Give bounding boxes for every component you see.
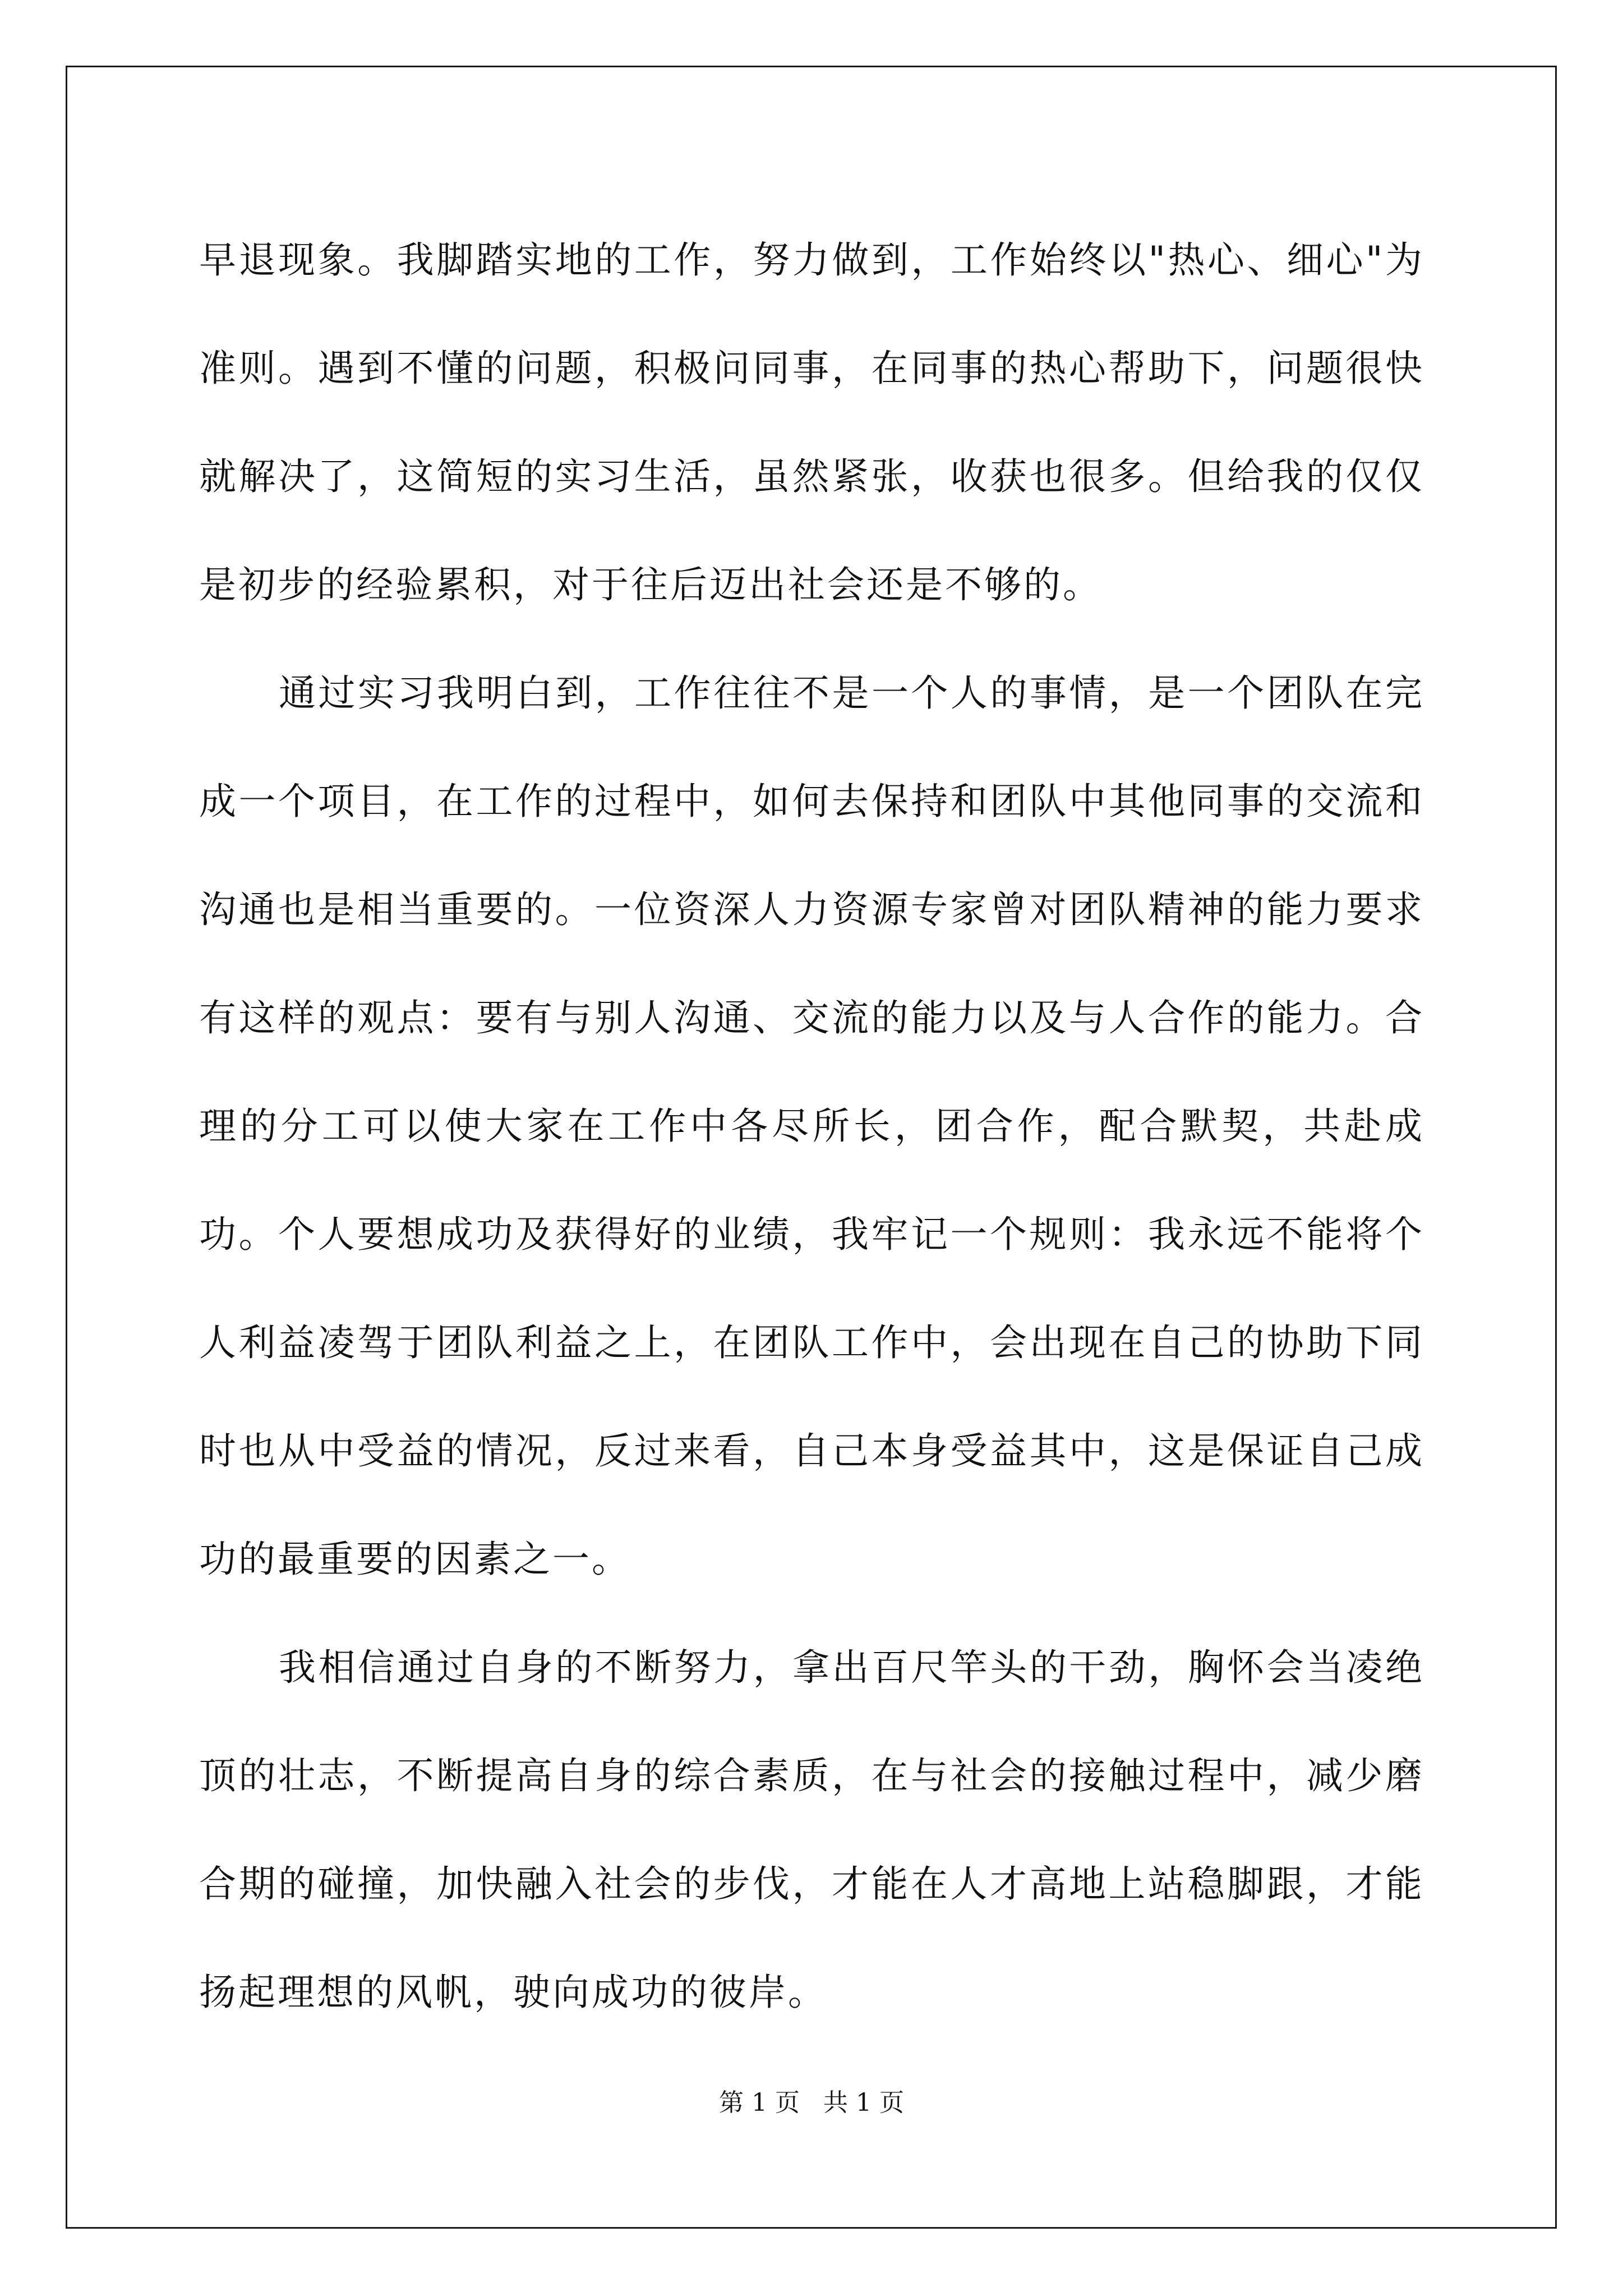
paragraph-3: 我相信通过自身的不断努力，拿出百尺竿头的干劲，胸怀会当凌绝顶的壮志，不断提高自身的综合素质，在与社会的接触过程中，减少磨合期的碰撞，加快融入社会的步伐，才能在人才高地上站稳脚跟，才能扬起理想的风帆，驶向成功的彼岸。 xyxy=(199,1646,1424,2014)
paragraph-1: 早退现象。我脚踏实地的工作，努力做到，工作始终以"热心、细心"为准则。遇到不懂的问题，积极问同事，在同事的热心帮助下，问题很快就解决了，这简短的实习生活，虽然紧张，收获也很多。但给我的仅仅是初步的经验累积，对于往后迈出社会还是不够的。 xyxy=(199,238,1424,606)
document-body xyxy=(199,206,1424,2046)
paragraph-2: 通过实习我明白到，工作往往不是一个人的事情，是一个团队在完成一个项目，在工作的过程中，如何去保持和团队中其他同事的交流和沟通也是相当重要的。一位资深人力资源专家曾对团队精神的能力要求有这样的观点：要有与别人沟通、交流的能力以及与人合作的能力。合理的分工可以使大家在工作中各尽所长，团合作，配合默契，共赴成功。个人要想成功及获得好的业绩，我牢记一个规则：我永远不能将个人利益凌驾于团队利益之上，在团队工作中，会出现在自己的协助下同时也从中受益的情况，反过来看，自己本身受益其中，这是保证自己成功的最重要的因素之一。 xyxy=(199,671,1424,1581)
page-number-footer: 第 1 页 共 1 页 xyxy=(719,2088,904,2117)
